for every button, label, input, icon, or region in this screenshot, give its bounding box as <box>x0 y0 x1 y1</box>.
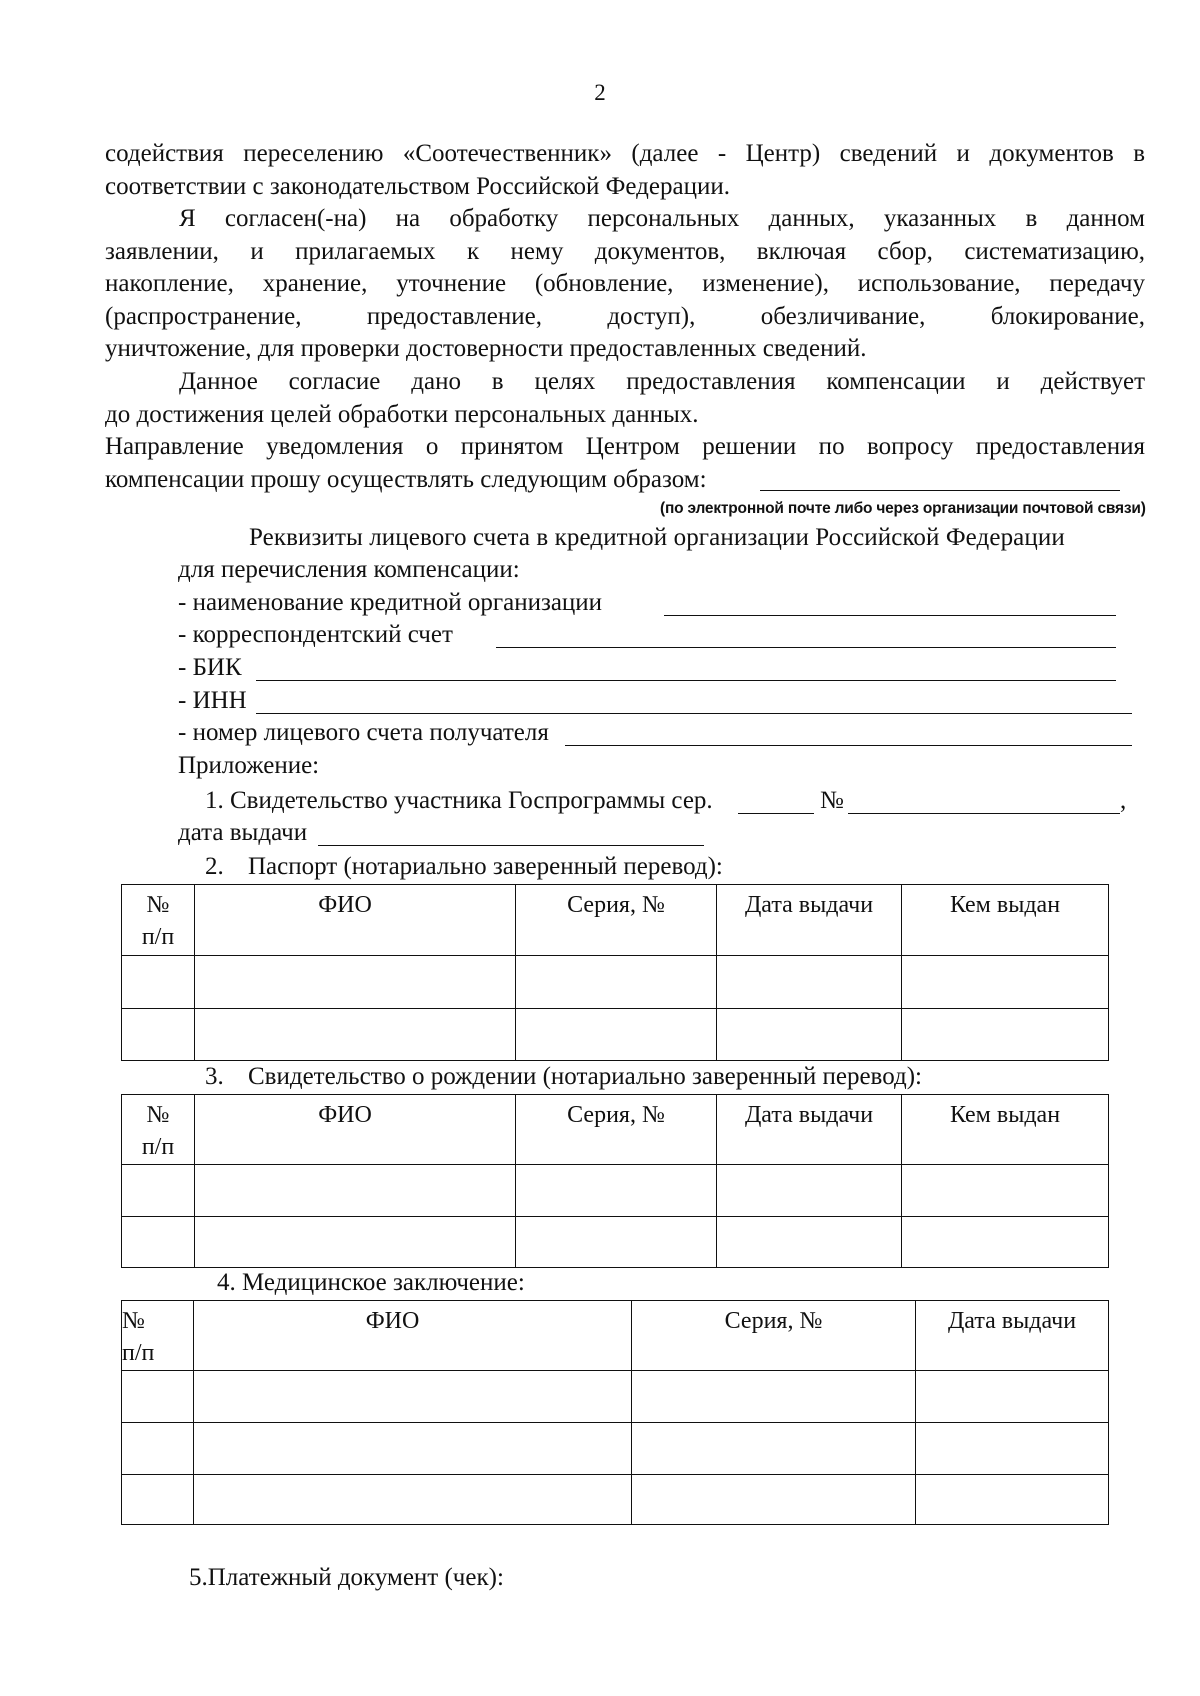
column-header-number: № п/п <box>122 1095 195 1165</box>
paragraph-line: Направление уведомления о принятом Центром решении по вопросу предоставления <box>105 433 1145 460</box>
notification-hint: (по электронной почте либо через организации почтовой связи) <box>660 500 1146 517</box>
column-header-fio: ФИО <box>195 885 516 956</box>
table-cell[interactable] <box>902 956 1109 1009</box>
table-cell[interactable] <box>902 1217 1109 1268</box>
column-header-series: Серия, № <box>632 1301 916 1371</box>
certificate-item-label: 1. Свидетельство участника Госпрограммы сер. <box>205 787 713 814</box>
notification-method-field[interactable] <box>760 490 1120 491</box>
paragraph-line: накопление, хранение, уточнение (обновление, изменение), использование, передачу <box>105 270 1145 297</box>
consent-paragraph-2 <box>105 203 1145 366</box>
consent-paragraph-1 <box>105 138 1145 203</box>
column-header-date: Дата выдачи <box>717 1095 902 1165</box>
inn-field[interactable] <box>256 713 1132 714</box>
table-cell[interactable] <box>632 1423 916 1475</box>
table-cell[interactable] <box>916 1423 1109 1475</box>
paragraph-line: Я согласен(-на) на обработку персональных данных, указанных в данном <box>179 205 1145 232</box>
table-row <box>122 956 1109 1009</box>
table-cell[interactable] <box>195 956 516 1009</box>
medical-table <box>121 1300 1109 1525</box>
paragraph-line: содействия переселению «Соотечественник» (далее - Центр) сведений и документов в <box>105 140 1145 167</box>
account-field[interactable] <box>565 745 1132 746</box>
birth-certificate-table <box>121 1094 1109 1268</box>
table-cell[interactable] <box>195 1009 516 1061</box>
medical-heading: 4. Медицинское заключение: <box>217 1269 525 1296</box>
table-row <box>122 1475 1109 1525</box>
table-row <box>122 1423 1109 1475</box>
notification-paragraph <box>105 431 1145 496</box>
consent-paragraph-3 <box>105 366 1145 431</box>
column-header-issued-by: Кем выдан <box>902 885 1109 956</box>
bik-field[interactable] <box>256 680 1116 681</box>
table-cell[interactable] <box>717 1165 902 1217</box>
table-cell[interactable] <box>122 1475 194 1525</box>
table-cell[interactable] <box>902 1009 1109 1061</box>
table-cell[interactable] <box>195 1217 516 1268</box>
table-cell[interactable] <box>916 1475 1109 1525</box>
paragraph-line: уничтожение, для проверки достоверности предоставленных сведений. <box>105 335 867 362</box>
table-row <box>122 1371 1109 1423</box>
certificate-series-field[interactable] <box>738 813 814 814</box>
table-cell[interactable] <box>902 1165 1109 1217</box>
column-header-issued-by: Кем выдан <box>902 1095 1109 1165</box>
table-cell[interactable] <box>516 1165 717 1217</box>
table-cell[interactable] <box>122 956 195 1009</box>
bik-label: - БИК <box>178 654 242 681</box>
table-cell[interactable] <box>194 1371 632 1423</box>
paragraph-line: компенсации прошу осуществлять следующим образом: <box>105 465 707 493</box>
page-number: 2 <box>594 80 606 105</box>
attachments-title: Приложение: <box>178 752 320 779</box>
table-cell[interactable] <box>717 1009 902 1061</box>
certificate-date-field[interactable] <box>318 845 704 846</box>
bank-name-label: - наименование кредитной организации <box>178 589 603 616</box>
paragraph-line: заявлении, и прилагаемых к нему документов, включая сбор, систематизацию, <box>105 237 1145 265</box>
table-cell[interactable] <box>195 1165 516 1217</box>
account-label: - номер лицевого счета получателя <box>178 719 549 746</box>
birth-heading-num: 3. <box>205 1063 224 1090</box>
certificate-number-field[interactable] <box>848 813 1120 814</box>
birth-heading: Свидетельство о рождении (нотариально заверенный перевод): <box>248 1063 922 1090</box>
table-cell[interactable] <box>122 1217 195 1268</box>
paragraph-line: Данное согласие дано в целях предоставления компенсации и действует <box>179 368 1145 395</box>
bank-details-intro: Реквизиты лицевого счета в кредитной организации Российской Федерации <box>249 524 1065 551</box>
table-cell[interactable] <box>194 1423 632 1475</box>
table-cell[interactable] <box>632 1475 916 1525</box>
table-row <box>122 1009 1109 1061</box>
column-header-fio: ФИО <box>195 1095 516 1165</box>
table-cell[interactable] <box>122 1371 194 1423</box>
column-header-number: № п/п <box>122 1301 194 1371</box>
column-header-number: № п/п <box>122 885 195 956</box>
comma: , <box>1120 787 1127 814</box>
table-cell[interactable] <box>122 1009 195 1061</box>
corr-account-label: - корреспондентский счет <box>178 621 453 648</box>
table-cell[interactable] <box>717 1217 902 1268</box>
paragraph-line: соответствии с законодательством Российской Федерации. <box>105 172 730 200</box>
paragraph-line: до достижения целей обработки персональных данных. <box>105 400 699 428</box>
table-cell[interactable] <box>516 956 717 1009</box>
passport-table <box>121 884 1109 1061</box>
column-header-series: Серия, № <box>516 1095 717 1165</box>
table-cell[interactable] <box>516 1009 717 1061</box>
bank-name-field[interactable] <box>664 615 1116 616</box>
table-row <box>122 1165 1109 1217</box>
passport-heading: Паспорт (нотариально заверенный перевод): <box>248 853 723 880</box>
corr-account-field[interactable] <box>496 647 1116 648</box>
column-header-date: Дата выдачи <box>717 885 902 956</box>
column-header-date: Дата выдачи <box>916 1301 1109 1371</box>
table-cell[interactable] <box>632 1371 916 1423</box>
table-cell[interactable] <box>717 956 902 1009</box>
paragraph-line: (распространение, предоставление, доступ), обезличивание, блокирование, <box>105 302 1145 330</box>
passport-heading-num: 2. <box>205 853 224 880</box>
column-header-series: Серия, № <box>516 885 717 956</box>
number-sign: № <box>820 787 844 814</box>
table-cell[interactable] <box>122 1165 195 1217</box>
table-cell[interactable] <box>194 1475 632 1525</box>
table-cell[interactable] <box>122 1423 194 1475</box>
payment-heading: 5.Платежный документ (чек): <box>189 1564 504 1591</box>
table-cell[interactable] <box>916 1371 1109 1423</box>
table-row <box>122 1217 1109 1268</box>
inn-label: - ИНН <box>178 687 247 714</box>
column-header-fio: ФИО <box>194 1301 632 1371</box>
bank-details-intro: для перечисления компенсации: <box>178 556 520 583</box>
certificate-date-label: дата выдачи <box>178 819 308 846</box>
table-cell[interactable] <box>516 1217 717 1268</box>
